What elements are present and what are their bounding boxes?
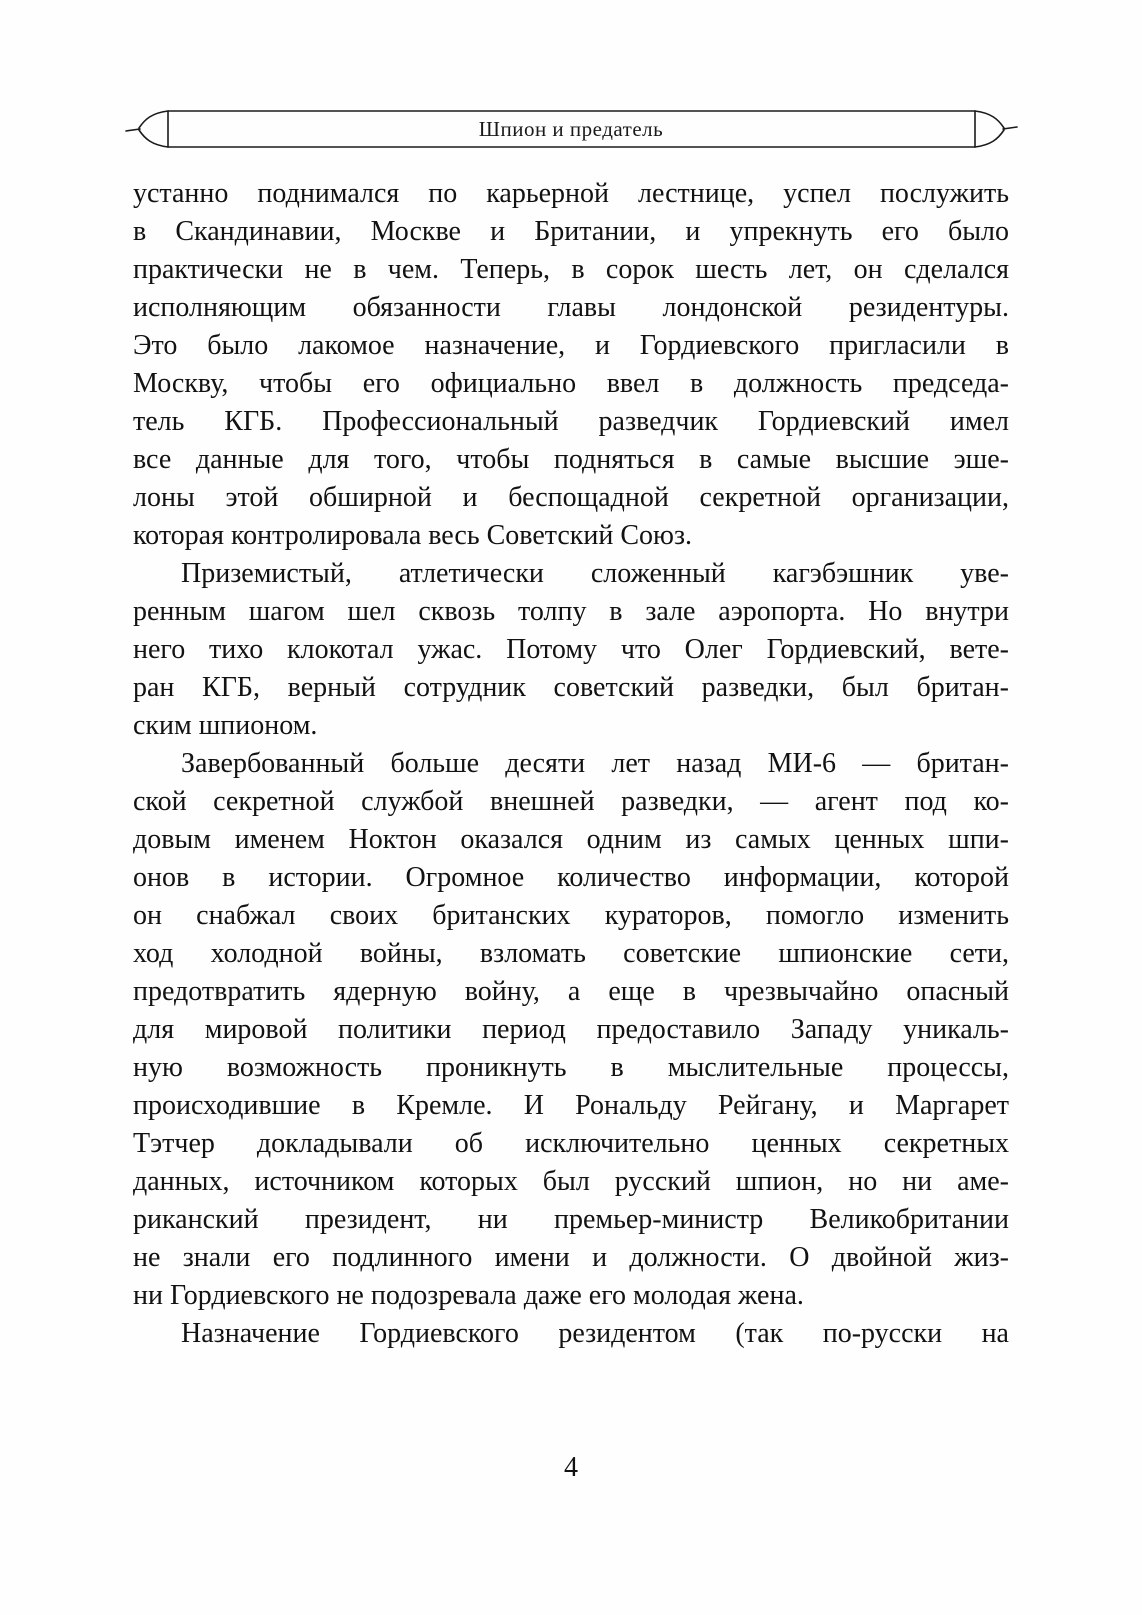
text-line: Москву, чтобы его официально ввел в должность председа- — [133, 368, 1009, 399]
text-line: Назначение Гордиевского резидентом (так по-русски на — [181, 1318, 1009, 1349]
text-line: для мировой политики период предоставило Западу уникаль- — [133, 1014, 1009, 1045]
text-line: он снабжал своих британских кураторов, помогло изменить — [133, 900, 1009, 931]
text-line: ную возможность проникнуть в мыслительные процессы, — [133, 1052, 1009, 1083]
text-line: него тихо клокотал ужас. Потому что Олег Гордиевский, вете- — [133, 634, 1009, 665]
text-line: ни Гордиевского не подозревала даже его молодая жена. — [133, 1280, 804, 1311]
text-line: исполняющим обязанности главы лондонской резидентуры. — [133, 292, 1009, 323]
text-line: происходившие в Кремле. И Рональду Рейгану, и Маргарет — [133, 1090, 1009, 1121]
text-line: которая контролировала весь Советский Союз. — [133, 520, 693, 551]
text-line: практически не в чем. Теперь, в сорок шесть лет, он сделался — [133, 254, 1009, 285]
text-line: ход холодной войны, взломать советские шпионские сети, — [133, 938, 1009, 969]
text-line: ренным шагом шел сквозь толпу в зале аэропорта. Но внутри — [133, 596, 1009, 627]
page-body — [133, 175, 1009, 1353]
text-line: Тэтчер докладывали об исключительно ценных секретных — [133, 1128, 1009, 1159]
text-line: онов в истории. Огромное количество информации, которой — [133, 862, 1009, 893]
text-line: в Скандинавии, Москве и Британии, и упрекнуть его было — [133, 216, 1009, 247]
text-line: лоны этой обширной и беспощадной секретной организации, — [133, 482, 1009, 513]
text-line: риканский президент, ни премьер-министр Великобритании — [133, 1204, 1009, 1235]
page-number: 4 — [564, 1452, 578, 1483]
text-line: устанно поднимался по карьерной лестнице, успел послужить — [133, 178, 1009, 209]
text-line: Это было лакомое назначение, и Гордиевского пригласили в — [133, 330, 1009, 361]
text-line: тель КГБ. Профессиональный разведчик Гордиевский имел — [133, 406, 1009, 437]
text-line: данных, источником которых был русский шпион, но ни аме- — [133, 1166, 1009, 1197]
header-title: Шпион и предатель — [478, 117, 664, 141]
page-footer — [0, 1452, 1142, 1484]
text-line: Приземистый, атлетически сложенный кагэбэшник уве- — [181, 558, 1009, 589]
text-line: не знали его подлинного имени и должности. О двойной жиз- — [133, 1242, 1009, 1273]
text-line: ским шпионом. — [133, 710, 318, 741]
text-line: предотвратить ядерную войну, а еще в чрезвычайно опасный — [133, 976, 1009, 1007]
text-line: ран КГБ, верный сотрудник советский разведки, был британ- — [133, 672, 1009, 703]
running-header — [0, 0, 1142, 160]
text-line: Завербованный больше десяти лет назад МИ-6 — британ- — [181, 748, 1009, 779]
text-line: довым именем Ноктон оказался одним из самых ценных шпи- — [133, 824, 1009, 855]
text-line: все данные для того, чтобы подняться в самые высшие эше- — [133, 444, 1009, 475]
text-line: ской секретной службой внешней разведки, — агент под ко- — [133, 786, 1009, 817]
